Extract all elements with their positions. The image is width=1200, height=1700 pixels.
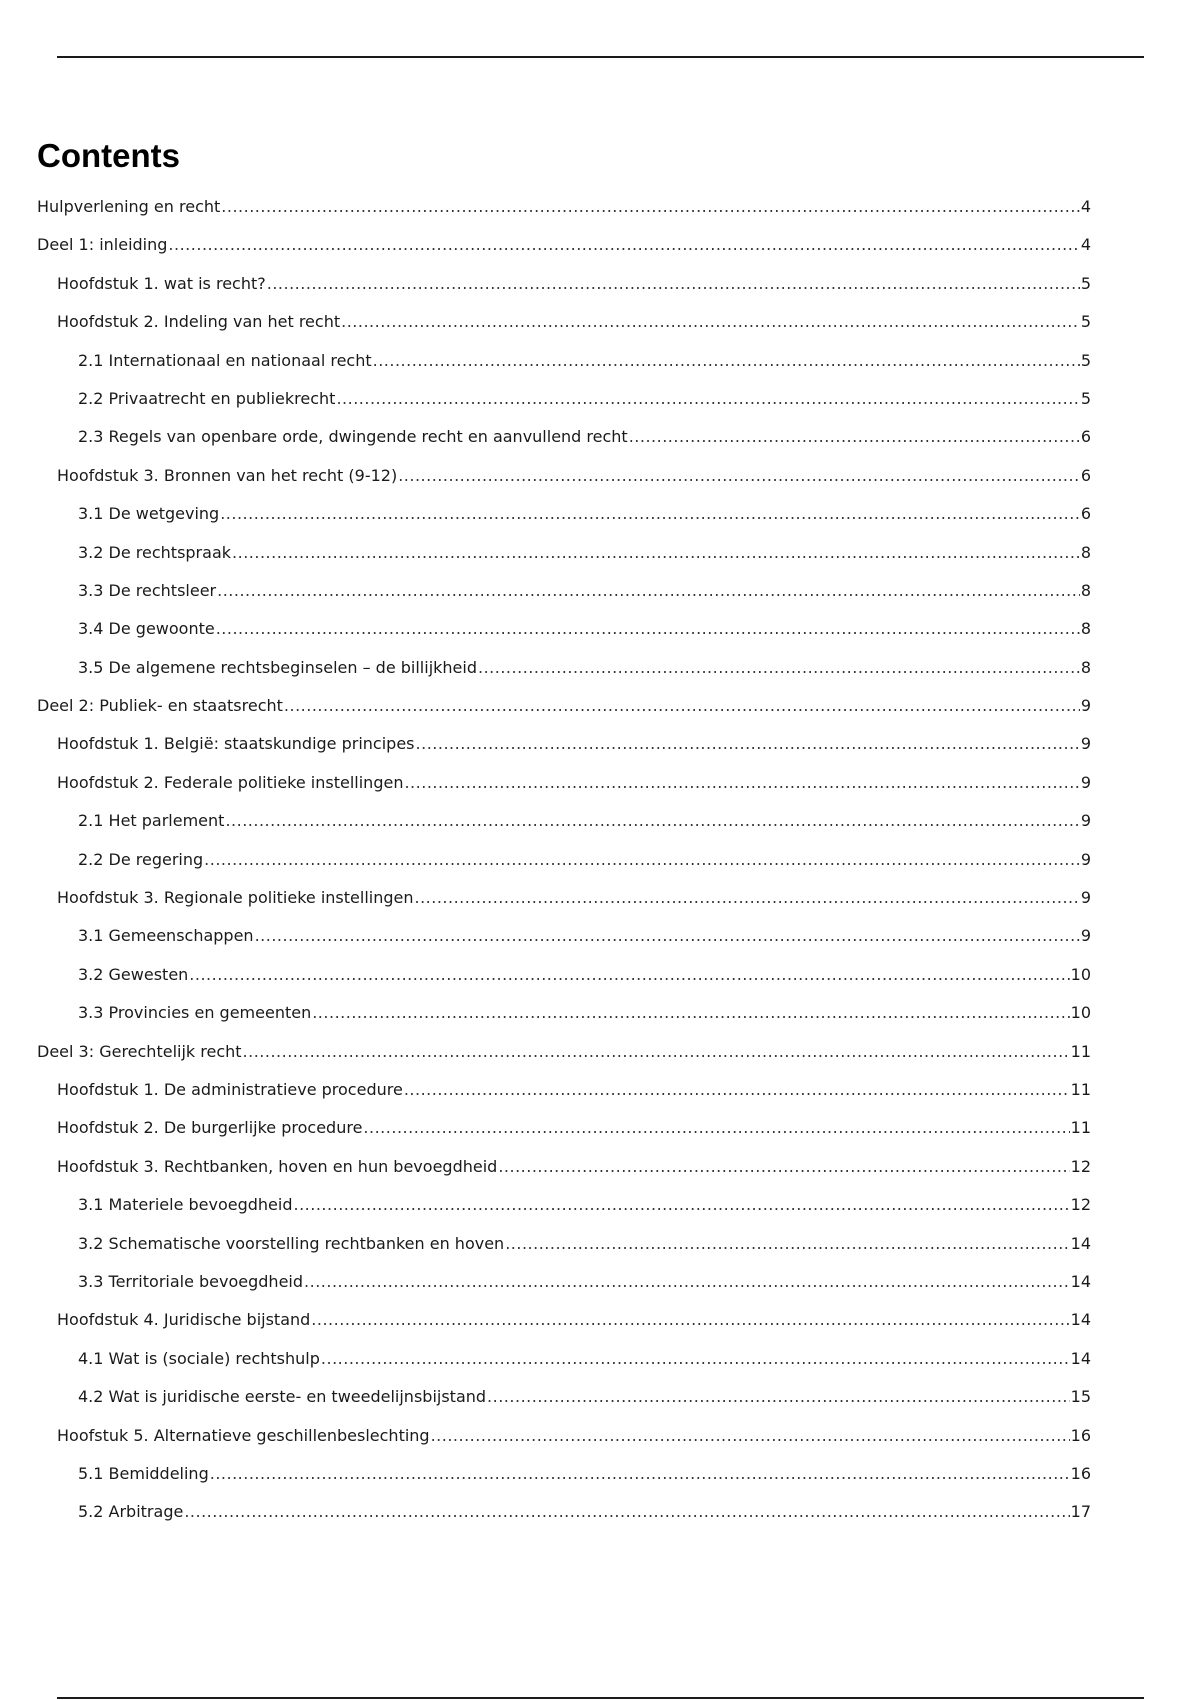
toc-dot-leader [221,188,1080,226]
toc-page-number: 10 [1070,1003,1091,1023]
toc-page-number: 14 [1070,1271,1091,1291]
toc-page-number: 8 [1080,542,1091,562]
toc-page-number: 5 [1080,350,1091,370]
toc-page-number: 4 [1080,235,1091,255]
toc-entry-title: Hoofdstuk 3. Bronnen van het recht (9-12) [57,465,398,485]
toc-entry[interactable] [37,1417,1091,1455]
toc-entry-title: 4.1 Wat is (sociale) rechtshulp [78,1348,320,1368]
page-title: Contents [37,137,180,174]
toc-dot-leader [255,917,1080,955]
toc-dot-leader [404,764,1079,802]
toc-dot-leader [294,1186,1070,1224]
toc-page-number: 17 [1070,1502,1091,1522]
toc-dot-leader [505,1225,1069,1263]
toc-entry[interactable] [37,303,1091,341]
toc-entry[interactable] [37,1071,1091,1109]
toc-entry-title: 3.1 De wetgeving [78,504,220,524]
toc-dot-leader [311,1301,1069,1339]
toc-page-number: 11 [1070,1041,1091,1061]
toc-entry-title: 5.2 Arbitrage [78,1502,184,1522]
toc-dot-leader [312,994,1069,1032]
toc-entry-title: Hoofdstuk 1. wat is recht? [57,273,266,293]
toc-dot-leader [341,303,1080,341]
toc-page-number: 9 [1080,888,1091,908]
toc-entry-title: Deel 1: inleiding [37,235,168,255]
toc-entry[interactable] [37,1109,1091,1147]
toc-page-number: 14 [1070,1310,1091,1330]
toc-entry-title: 3.3 De rechtsleer [78,580,217,600]
toc-dot-leader [217,572,1080,610]
toc-page-number: 9 [1080,734,1091,754]
toc-entry[interactable] [37,994,1091,1032]
toc-dot-leader [414,879,1079,917]
toc-page-number: 8 [1080,580,1091,600]
toc-page-number: 8 [1080,657,1091,677]
toc-page-number: 4 [1080,197,1091,216]
toc-entry[interactable] [37,687,1091,725]
toc-entry-title: 3.2 De rechtspraak [78,542,232,562]
toc-dot-leader [304,1263,1070,1301]
toc-entry[interactable] [37,495,1091,533]
toc-page-number: 5 [1080,388,1091,408]
toc-page-number: 12 [1070,1195,1091,1215]
toc-entry-title: Hoofdstuk 3. Rechtbanken, hoven en hun bevoegdheid [57,1156,498,1176]
toc-dot-leader [267,265,1080,303]
toc-entry-title: 3.3 Provincies en gemeenten [78,1003,312,1023]
toc-entry[interactable] [37,1340,1091,1378]
toc-entry[interactable] [37,956,1091,994]
toc-entry-title: Hoofstuk 5. Alternatieve geschillenbeslechting [57,1425,430,1445]
toc-dot-leader [478,649,1080,687]
toc-entry-title: 2.1 Internationaal en nationaal recht [78,350,372,370]
toc-page-number: 9 [1080,772,1091,792]
toc-dot-leader [487,1378,1070,1416]
toc-entry[interactable] [37,1225,1091,1263]
toc-entry[interactable] [37,380,1091,418]
toc-entry-title: Hoofdstuk 2. Indeling van het recht [57,312,341,332]
toc-dot-leader [404,1071,1070,1109]
toc-entry[interactable] [37,917,1091,955]
toc-page-number: 5 [1080,312,1091,332]
toc-entry[interactable] [37,1033,1091,1071]
toc-dot-leader [184,1493,1069,1531]
toc-dot-leader [168,226,1079,264]
toc-entry[interactable] [37,764,1091,802]
toc-entry[interactable] [37,1186,1091,1224]
toc-entry[interactable] [37,802,1091,840]
toc-entry-title: 3.5 De algemene rechtsbeginselen – de billijkheid [78,657,477,677]
toc-dot-leader [232,534,1080,572]
toc-entry-title: 4.2 Wat is juridische eerste- en tweedelijnsbijstand [78,1387,487,1407]
toc-entry-title: Hoofdstuk 3. Regionale politieke instellingen [57,888,414,908]
toc-entry-title: 3.1 Materiele bevoegdheid [78,1195,293,1215]
toc-page-number: 16 [1070,1463,1091,1483]
toc-page-number: 11 [1070,1118,1091,1138]
toc-entry-title: 3.4 De gewoonte [78,619,215,639]
toc-dot-leader [225,802,1079,840]
toc-entry-title: 2.3 Regels van openbare orde, dwingende recht en aanvullend recht [78,427,628,447]
toc-entry[interactable] [37,610,1091,648]
toc-entry-title: Hoofdstuk 2. De burgerlijke procedure [57,1118,363,1138]
toc-entry[interactable] [37,1378,1091,1416]
toc-entry-title: Deel 3: Gerechtelijk recht [37,1041,242,1061]
toc-dot-leader [373,342,1080,380]
toc-entry-title: 2.2 Privaatrecht en publiekrecht [78,388,336,408]
header-rule [57,56,1144,58]
toc-entry[interactable] [37,1148,1091,1186]
toc-dot-leader [210,1455,1070,1493]
toc-entry-title: 3.3 Territoriale bevoegdheid [78,1271,304,1291]
toc-entry[interactable] [37,572,1091,610]
toc-dot-leader [336,380,1079,418]
toc-dot-leader [416,725,1080,763]
toc-dot-leader [216,610,1080,648]
toc-dot-leader [284,687,1080,725]
toc-entry-title: Hoofdstuk 1. De administratieve procedure [57,1079,403,1099]
toc-entry-title: Hoofdstuk 4. Juridische bijstand [57,1310,311,1330]
toc-page-number: 14 [1070,1348,1091,1368]
toc-entry[interactable] [37,265,1091,303]
toc-entry-title: Hoofdstuk 2. Federale politieke instellingen [57,772,404,792]
toc-dot-leader [321,1340,1070,1378]
toc-entry-title: Hoofdstuk 1. België: staatskundige principes [57,734,415,754]
toc-entry-title: Hulpverlening en recht [37,197,221,216]
toc-entry-title: 5.1 Bemiddeling [78,1463,209,1483]
toc-entry[interactable] [37,226,1091,264]
toc-entry[interactable] [37,457,1091,495]
toc-entry[interactable] [37,1263,1091,1301]
table-of-contents [37,188,1091,1532]
footer-rule [57,1697,1144,1699]
toc-page-number: 15 [1070,1387,1091,1407]
toc-dot-leader [204,841,1080,879]
toc-page-number: 14 [1070,1233,1091,1253]
toc-entry[interactable] [37,188,1091,226]
toc-page-number: 9 [1080,696,1091,716]
toc-entry[interactable] [37,841,1091,879]
toc-dot-leader [431,1417,1070,1455]
toc-page-number: 8 [1080,619,1091,639]
toc-page-number: 9 [1080,811,1091,831]
toc-entry[interactable] [37,1455,1091,1493]
toc-page-number: 11 [1070,1079,1091,1099]
toc-entry-title: 2.2 De regering [78,849,204,869]
toc-page-number: 6 [1080,427,1091,447]
toc-entry[interactable] [37,649,1091,687]
toc-dot-leader [363,1109,1069,1147]
toc-page-number: 9 [1080,849,1091,869]
toc-page-number: 6 [1080,465,1091,485]
toc-page-number: 12 [1070,1156,1091,1176]
toc-entry[interactable] [37,418,1091,456]
toc-entry-title: 2.1 Het parlement [78,811,225,831]
toc-dot-leader [220,495,1080,533]
toc-dot-leader [498,1148,1069,1186]
toc-entry-title: 3.1 Gemeenschappen [78,926,254,946]
toc-entry-title: Deel 2: Publiek- en staatsrecht [37,696,283,716]
toc-entry[interactable] [37,879,1091,917]
toc-dot-leader [398,457,1080,495]
toc-page-number: 5 [1080,273,1091,293]
toc-page-number: 16 [1070,1425,1091,1445]
toc-page-number: 6 [1080,504,1091,524]
toc-dot-leader [629,418,1080,456]
toc-entry-title: 3.2 Gewesten [78,964,189,984]
toc-entry[interactable] [37,1301,1091,1339]
toc-page-number: 9 [1080,926,1091,946]
toc-entry-title: 3.2 Schematische voorstelling rechtbanken en hoven [78,1233,505,1253]
toc-entry[interactable] [37,534,1091,572]
toc-entry[interactable] [37,1493,1091,1531]
toc-page-number: 10 [1070,964,1091,984]
toc-entry[interactable] [37,725,1091,763]
toc-entry[interactable] [37,342,1091,380]
toc-dot-leader [243,1033,1070,1071]
toc-dot-leader [189,956,1069,994]
